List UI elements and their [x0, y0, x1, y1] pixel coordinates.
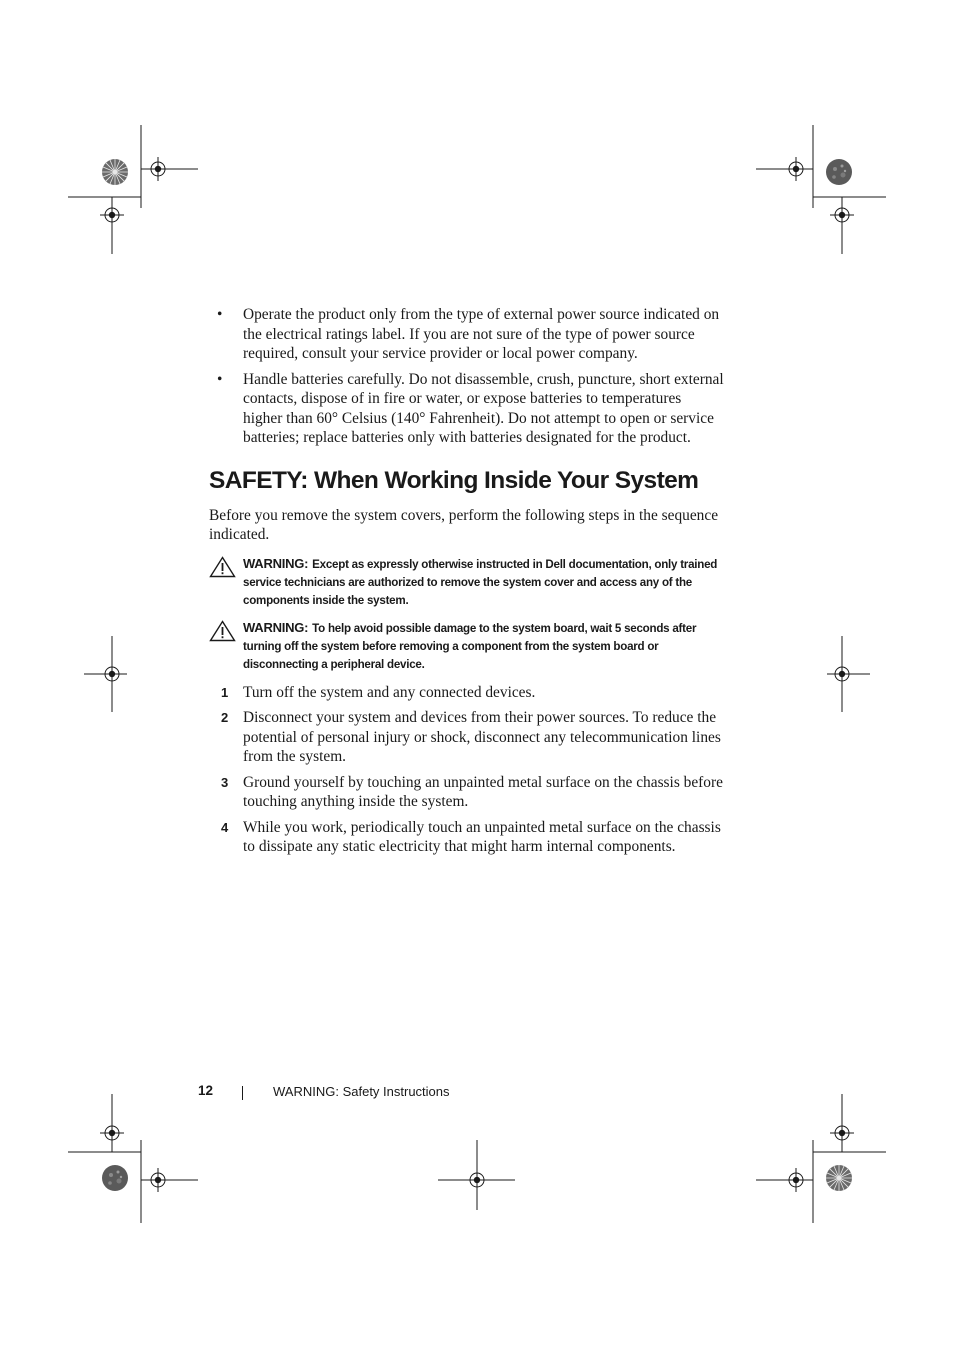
section-title: SAFETY: When Working Inside Your System [209, 466, 699, 494]
list-item [209, 370, 724, 448]
page-footer [0, 1083, 954, 1103]
step-item [209, 683, 724, 703]
warning-text [243, 619, 724, 674]
step-item [209, 818, 724, 857]
warning-label: WARNING: [243, 619, 309, 635]
warning-label: WARNING: [243, 555, 309, 571]
step-number: 3 [221, 774, 229, 790]
warning-triangle-icon [209, 556, 236, 578]
bullet-text: Operate the product only from the type of external power source indicated on the electrical ratings label. If you are not sure of the type of power source required, consult your service provider or local power company. [243, 306, 720, 362]
bullet-symbol: • [217, 370, 223, 388]
step-text: Ground yourself by touching an unpainted metal surface on the chassis before touching anything inside the system. [243, 773, 723, 810]
steps-list [209, 683, 724, 857]
step-item [209, 773, 724, 812]
step-number: 1 [221, 684, 229, 700]
page-number: 12 [198, 1083, 214, 1098]
warning-notice [209, 555, 724, 610]
step-text: Disconnect your system and devices from their power sources. To reduce the potential of personal injury or shock, disconnect any telecommunication lines from the system. [243, 709, 721, 765]
list-item [209, 305, 724, 364]
step-text: While you work, periodically touch an unpainted metal surface on the chassis to dissipate any static electricity that might harm internal components. [243, 818, 721, 855]
bullet-text: Handle batteries carefully. Do not disassemble, crush, puncture, short external contacts, dispose of in fire or water, or expose batteries to temperatures higher than 60° Celsius (140° Fahrenheit). Do not attempt to open or service batteries; replace batteries only with batteries designated for the product. [243, 370, 724, 446]
running-title: WARNING: Safety Instructions [273, 1084, 450, 1099]
warning-body: To help avoid possible damage to the system board, wait 5 seconds after turning off the system before removing a component from the system board or disconnecting a peripheral device. [243, 621, 697, 671]
page-content [209, 305, 724, 863]
warning-body: Except as expressly otherwise instructed in Dell documentation, only trained service technicians are authorized to remove the system cover and access any of the components inside the system. [243, 557, 718, 607]
step-item [209, 708, 724, 767]
footer-divider [242, 1086, 243, 1100]
step-text: Turn off the system and any connected devices. [243, 683, 536, 701]
step-number: 2 [221, 710, 229, 725]
warning-triangle-icon [209, 620, 236, 642]
section-intro: Before you remove the system covers, perform the following steps in the sequence indicated. [209, 506, 719, 543]
bullet-list [209, 305, 724, 448]
warning-text [243, 555, 724, 610]
bullet-symbol: • [217, 306, 223, 323]
step-number: 4 [221, 819, 229, 835]
warning-notice [209, 619, 724, 674]
